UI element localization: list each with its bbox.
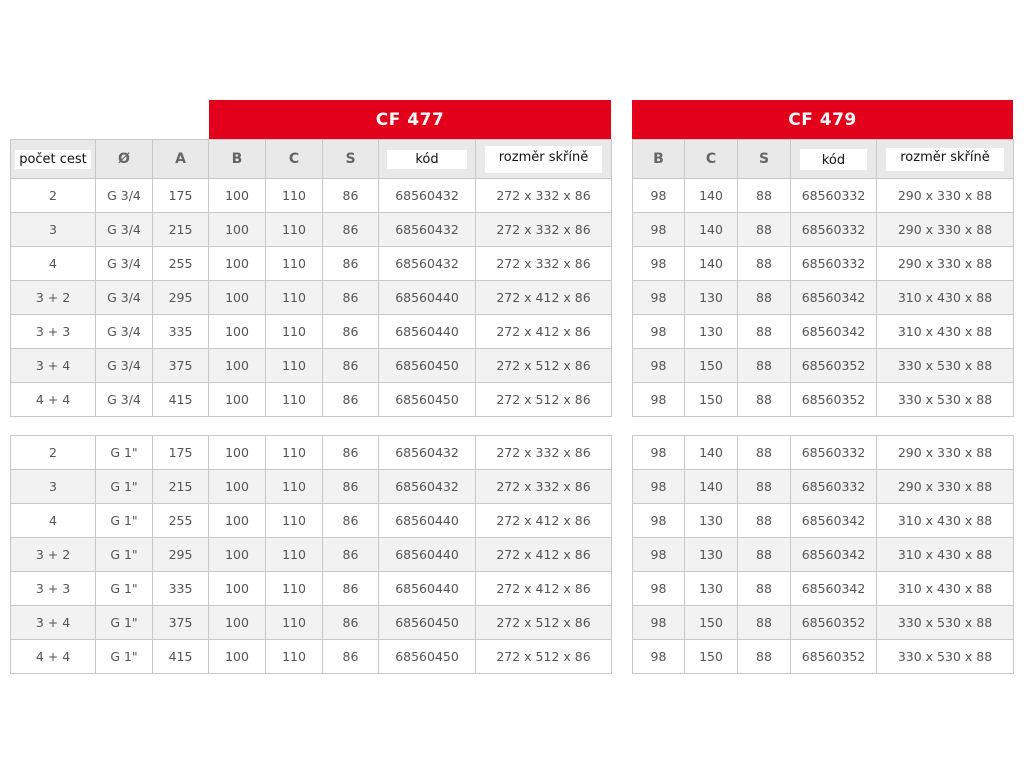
table-row [11, 436, 612, 470]
table-row [633, 213, 1014, 247]
table-cell: G 1" [96, 606, 153, 640]
table-cell: 295 [153, 538, 209, 572]
table-cell: 100 [209, 213, 266, 247]
table-cell: 140 [685, 179, 738, 213]
table-cell: 100 [209, 470, 266, 504]
table-cell: 100 [209, 640, 266, 674]
table-cell: 140 [685, 247, 738, 281]
table-cell: 88 [738, 606, 791, 640]
cf477-title: CF 477 [375, 109, 445, 130]
table-cell: 110 [266, 179, 323, 213]
table-cell: G 1" [96, 572, 153, 606]
table-cell: 150 [685, 640, 738, 674]
table-row [11, 247, 612, 281]
table-cell: 3 + 2 [11, 538, 96, 572]
table-cell: 68560440 [379, 538, 476, 572]
table-row [633, 315, 1014, 349]
table-cell: 375 [153, 349, 209, 383]
table-cell: G 3/4 [96, 281, 153, 315]
table-cell: 86 [323, 470, 379, 504]
table-cell: 175 [153, 179, 209, 213]
cf477-body-g1 [11, 436, 612, 674]
table-cell: 330 x 530 x 88 [877, 606, 1014, 640]
table-cell: G 1" [96, 504, 153, 538]
header-kod: kód [791, 140, 877, 179]
table-cell: 272 x 332 x 86 [476, 247, 612, 281]
table-cell: 68560440 [379, 281, 476, 315]
table-cell: 150 [685, 383, 738, 417]
table-cell: 68560342 [791, 538, 877, 572]
table-cell: 98 [633, 179, 685, 213]
table-cell: 295 [153, 281, 209, 315]
table-cell: 100 [209, 436, 266, 470]
table-cell: 2 [11, 179, 96, 213]
table-row [633, 504, 1014, 538]
table-cell: 100 [209, 538, 266, 572]
table-cell: 98 [633, 538, 685, 572]
table-cell: 100 [209, 504, 266, 538]
table-cell: 68560342 [791, 281, 877, 315]
table-cell: 98 [633, 247, 685, 281]
cf479-body-g34 [633, 179, 1014, 417]
table-cell: 110 [266, 470, 323, 504]
table-cell: 88 [738, 247, 791, 281]
table-cell: 130 [685, 504, 738, 538]
table-row [633, 640, 1014, 674]
table-row [633, 383, 1014, 417]
table-cell: 68560432 [379, 213, 476, 247]
table-cell: 290 x 330 x 88 [877, 436, 1014, 470]
table-row [633, 538, 1014, 572]
table-cell: G 3/4 [96, 383, 153, 417]
table-cell: 272 x 512 x 86 [476, 383, 612, 417]
table-cell: 110 [266, 606, 323, 640]
table-cell: 68560352 [791, 640, 877, 674]
table-cell: 290 x 330 x 88 [877, 179, 1014, 213]
table-cell: 255 [153, 504, 209, 538]
table-cell: 272 x 512 x 86 [476, 349, 612, 383]
header-s: S [323, 140, 379, 179]
table-cell: 272 x 412 x 86 [476, 504, 612, 538]
table-cell: 68560432 [379, 436, 476, 470]
table-cell: 98 [633, 504, 685, 538]
table-cell: 272 x 332 x 86 [476, 470, 612, 504]
table-cell: 272 x 412 x 86 [476, 538, 612, 572]
table-row [11, 349, 612, 383]
table-cell: 86 [323, 538, 379, 572]
table-row [11, 281, 612, 315]
cf477-header-row [11, 140, 612, 179]
table-cell: 98 [633, 315, 685, 349]
table-cell: G 1" [96, 436, 153, 470]
table-row [633, 606, 1014, 640]
table-row [633, 436, 1014, 470]
table-cell: 100 [209, 281, 266, 315]
table-row [11, 470, 612, 504]
table-cell: 98 [633, 383, 685, 417]
table-row [11, 572, 612, 606]
table-cell: 310 x 430 x 88 [877, 538, 1014, 572]
table-cell: 86 [323, 383, 379, 417]
header-a: A [153, 140, 209, 179]
table-cell: 272 x 412 x 86 [476, 315, 612, 349]
table-row [11, 315, 612, 349]
table-cell: 310 x 430 x 88 [877, 281, 1014, 315]
table-cell: 86 [323, 504, 379, 538]
table-cell: 110 [266, 640, 323, 674]
table-cell: 290 x 330 x 88 [877, 470, 1014, 504]
table-cell: 68560432 [379, 247, 476, 281]
table-cell: 68560352 [791, 383, 877, 417]
table-cell: 68560332 [791, 436, 877, 470]
header-rozmer-skrine: rozměr skříně [877, 140, 1014, 179]
table-cell: 88 [738, 504, 791, 538]
table-cell: 255 [153, 247, 209, 281]
header-s: S [738, 140, 791, 179]
table-cell: 290 x 330 x 88 [877, 213, 1014, 247]
table-cell: 272 x 332 x 86 [476, 213, 612, 247]
table-cell: 130 [685, 538, 738, 572]
table-cell: 140 [685, 213, 738, 247]
table-cell: 98 [633, 606, 685, 640]
table-row [633, 179, 1014, 213]
header-pocet-cest: počet cest [11, 140, 96, 179]
table-cell: 88 [738, 538, 791, 572]
table-cell: 140 [685, 470, 738, 504]
table-cell: 110 [266, 572, 323, 606]
table-cell: 68560332 [791, 213, 877, 247]
table-cell: 110 [266, 315, 323, 349]
table-cell: 110 [266, 247, 323, 281]
table-cell: 110 [266, 436, 323, 470]
table-cell: 86 [323, 247, 379, 281]
table-cell: G 3/4 [96, 315, 153, 349]
table-cell: 86 [323, 349, 379, 383]
table-cell: 68560450 [379, 383, 476, 417]
table-cell: 68560432 [379, 470, 476, 504]
table-cell: 88 [738, 572, 791, 606]
table-cell: 4 + 4 [11, 640, 96, 674]
table-cell: 88 [738, 349, 791, 383]
table-cell: 335 [153, 315, 209, 349]
table-cell: 100 [209, 383, 266, 417]
table-cell: 88 [738, 179, 791, 213]
table-row [11, 640, 612, 674]
table-row [11, 179, 612, 213]
table-cell: 330 x 530 x 88 [877, 349, 1014, 383]
table-cell: 110 [266, 349, 323, 383]
table-cell: 88 [738, 383, 791, 417]
table-cell: 3 + 2 [11, 281, 96, 315]
table-cell: 110 [266, 383, 323, 417]
table-cell: 175 [153, 436, 209, 470]
table-cell: 86 [323, 213, 379, 247]
table-cell: 3 + 3 [11, 315, 96, 349]
cf479-table-g1 [632, 435, 1014, 674]
table-cell: 310 x 430 x 88 [877, 504, 1014, 538]
table-cell: 310 x 430 x 88 [877, 572, 1014, 606]
table-cell: 88 [738, 640, 791, 674]
header-diameter: Ø [96, 140, 153, 179]
table-cell: 375 [153, 606, 209, 640]
table-cell: 272 x 512 x 86 [476, 606, 612, 640]
table-cell: 88 [738, 436, 791, 470]
cf479-title-banner [632, 100, 1013, 139]
table-cell: 98 [633, 470, 685, 504]
table-cell: 98 [633, 281, 685, 315]
table-cell: 100 [209, 179, 266, 213]
table-cell: 100 [209, 247, 266, 281]
table-cell: 86 [323, 436, 379, 470]
table-cell: 330 x 530 x 88 [877, 640, 1014, 674]
table-cell: 68560450 [379, 640, 476, 674]
table-cell: 215 [153, 213, 209, 247]
table-cell: 4 [11, 247, 96, 281]
table-cell: 88 [738, 213, 791, 247]
table-cell: 86 [323, 606, 379, 640]
table-cell: 290 x 330 x 88 [877, 247, 1014, 281]
table-cell: 150 [685, 349, 738, 383]
cf477-title-banner [209, 100, 611, 139]
table-cell: 68560440 [379, 315, 476, 349]
cf477-body-g34 [11, 179, 612, 417]
table-cell: 68560440 [379, 504, 476, 538]
table-cell: 98 [633, 213, 685, 247]
table-cell: G 1" [96, 470, 153, 504]
table-row [11, 538, 612, 572]
table-cell: 86 [323, 315, 379, 349]
table-cell: 215 [153, 470, 209, 504]
table-cell: 4 + 4 [11, 383, 96, 417]
header-c: C [266, 140, 323, 179]
table-cell: 86 [323, 179, 379, 213]
table-cell: 4 [11, 504, 96, 538]
table-row [11, 606, 612, 640]
header-b: B [633, 140, 685, 179]
table-cell: 272 x 512 x 86 [476, 640, 612, 674]
table-cell: 415 [153, 640, 209, 674]
table-row [11, 213, 612, 247]
table-cell: 98 [633, 572, 685, 606]
table-cell: 86 [323, 640, 379, 674]
table-cell: 88 [738, 281, 791, 315]
table-cell: 130 [685, 315, 738, 349]
table-cell: 88 [738, 315, 791, 349]
table-cell: 98 [633, 640, 685, 674]
table-row [633, 470, 1014, 504]
table-cell: 150 [685, 606, 738, 640]
header-kod: kód [379, 140, 476, 179]
table-cell: 100 [209, 606, 266, 640]
table-cell: 86 [323, 572, 379, 606]
table-cell: 68560352 [791, 349, 877, 383]
table-cell: 3 + 4 [11, 349, 96, 383]
table-row [633, 247, 1014, 281]
table-cell: 272 x 332 x 86 [476, 179, 612, 213]
table-cell: 3 [11, 213, 96, 247]
table-row [633, 349, 1014, 383]
cf479-header-row [633, 140, 1014, 179]
table-cell: 130 [685, 572, 738, 606]
table-cell: 68560432 [379, 179, 476, 213]
table-cell: 110 [266, 504, 323, 538]
table-cell: 98 [633, 436, 685, 470]
cf479-table-g34 [632, 139, 1014, 417]
cf477-table-g34 [10, 139, 612, 417]
table-cell: 335 [153, 572, 209, 606]
table-cell: 86 [323, 281, 379, 315]
cf479-body-g1 [633, 436, 1014, 674]
header-b: B [209, 140, 266, 179]
table-cell: G 3/4 [96, 247, 153, 281]
table-cell: 272 x 412 x 86 [476, 281, 612, 315]
table-cell: 415 [153, 383, 209, 417]
header-c: C [685, 140, 738, 179]
cf479-title: CF 479 [788, 109, 857, 130]
table-row [633, 572, 1014, 606]
table-cell: 3 + 3 [11, 572, 96, 606]
table-cell: 140 [685, 436, 738, 470]
table-cell: 68560342 [791, 572, 877, 606]
table-cell: 110 [266, 281, 323, 315]
table-cell: 68560450 [379, 349, 476, 383]
table-row [633, 281, 1014, 315]
table-cell: 330 x 530 x 88 [877, 383, 1014, 417]
table-cell: 110 [266, 538, 323, 572]
table-row [11, 504, 612, 538]
table-cell: G 1" [96, 640, 153, 674]
table-cell: 88 [738, 470, 791, 504]
table-cell: 100 [209, 315, 266, 349]
table-cell: G 1" [96, 538, 153, 572]
table-cell: 68560450 [379, 606, 476, 640]
table-cell: 68560332 [791, 179, 877, 213]
table-cell: G 3/4 [96, 349, 153, 383]
cf477-table-g1 [10, 435, 612, 674]
table-cell: 2 [11, 436, 96, 470]
table-cell: 130 [685, 281, 738, 315]
table-cell: 68560352 [791, 606, 877, 640]
table-cell: 100 [209, 349, 266, 383]
table-row [11, 383, 612, 417]
table-cell: 272 x 412 x 86 [476, 572, 612, 606]
table-cell: 110 [266, 213, 323, 247]
table-cell: G 3/4 [96, 213, 153, 247]
table-cell: 310 x 430 x 88 [877, 315, 1014, 349]
table-cell: 98 [633, 349, 685, 383]
table-cell: 3 [11, 470, 96, 504]
table-cell: 272 x 332 x 86 [476, 436, 612, 470]
table-cell: 68560342 [791, 504, 877, 538]
table-cell: 68560332 [791, 247, 877, 281]
table-cell: 68560332 [791, 470, 877, 504]
table-cell: G 3/4 [96, 179, 153, 213]
table-cell: 68560342 [791, 315, 877, 349]
header-rozmer-skrine: rozměr skříně [476, 140, 612, 179]
table-cell: 100 [209, 572, 266, 606]
table-cell: 68560440 [379, 572, 476, 606]
table-cell: 3 + 4 [11, 606, 96, 640]
